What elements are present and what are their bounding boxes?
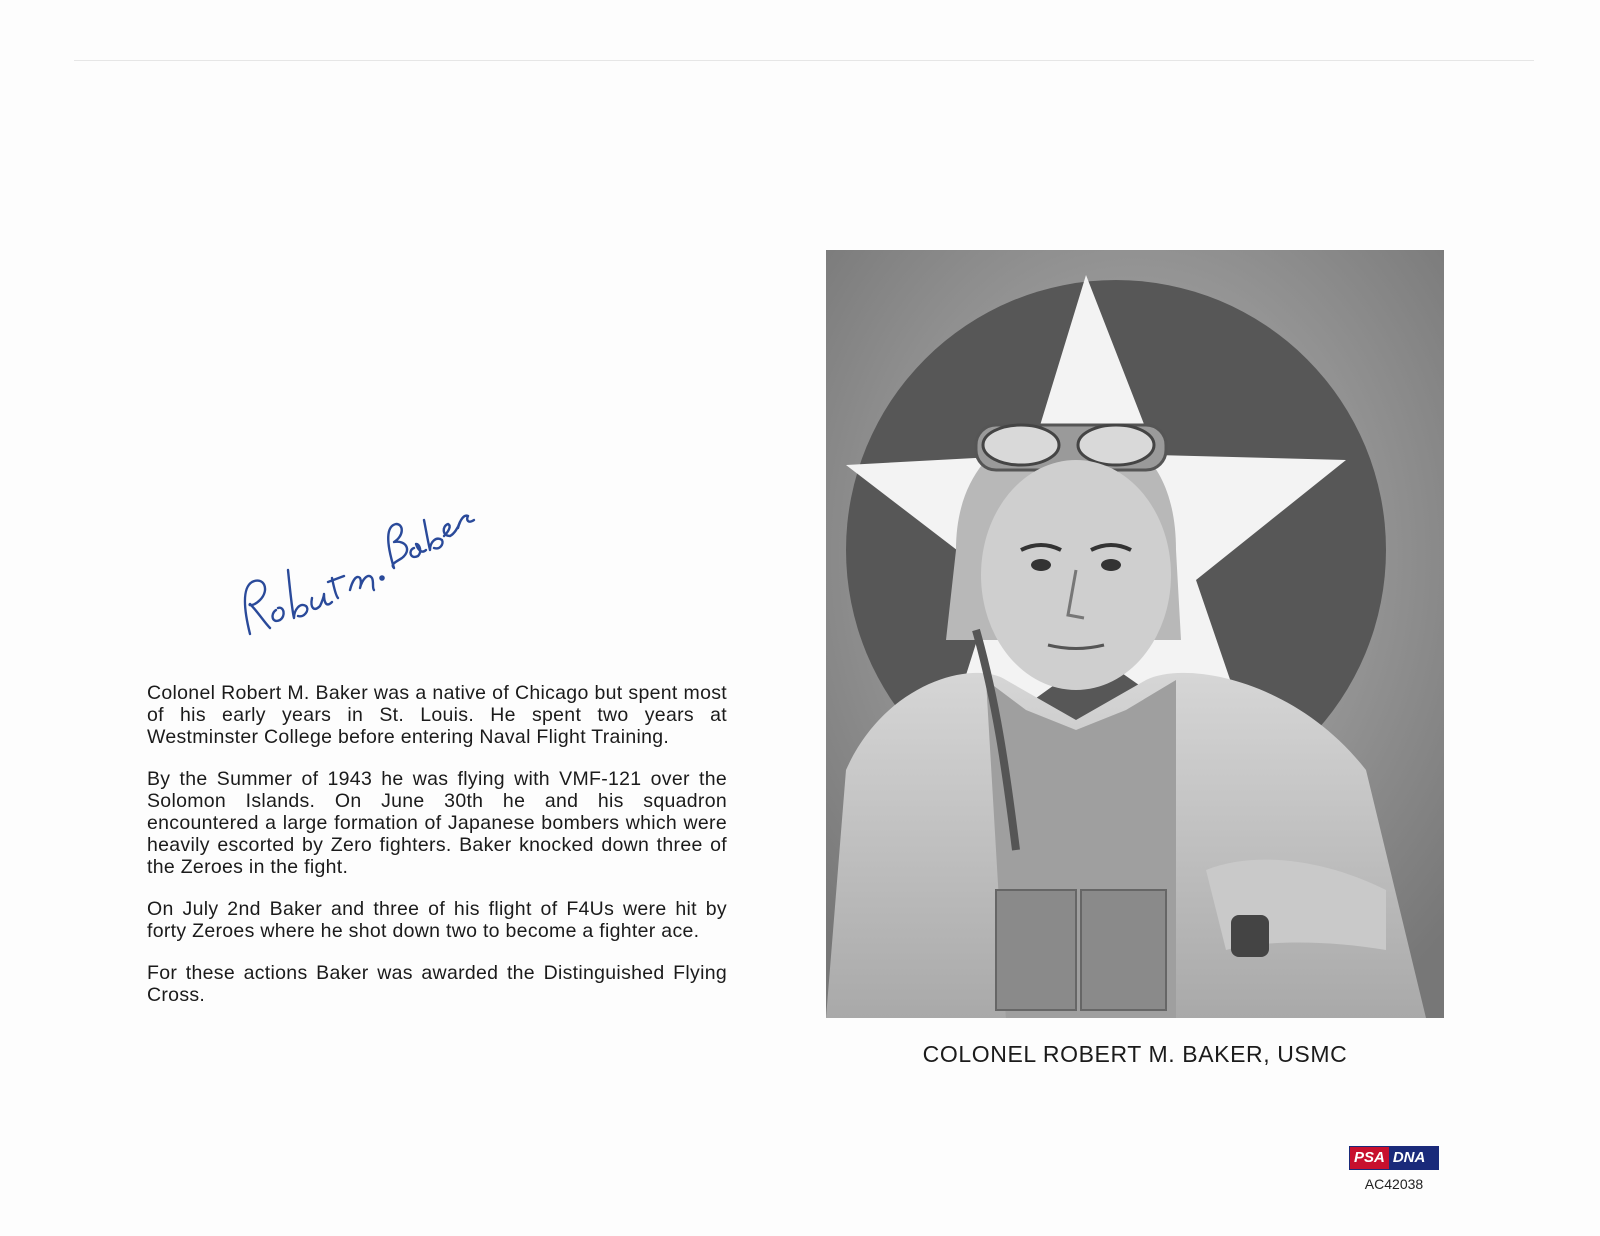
- certificate-number: AC42038: [1364, 1176, 1424, 1192]
- bio-paragraph: On July 2nd Baker and three of his flight of F4Us were hit by forty Zeroes where he shot down two to become a fighter ace.: [147, 898, 727, 942]
- biography-text: [147, 682, 727, 1026]
- photo-caption: COLONEL ROBERT M. BAKER, USMC: [922, 1041, 1348, 1067]
- pilot-portrait-photo: [826, 250, 1444, 1018]
- psa-dna-logo: [1349, 1146, 1439, 1170]
- bio-paragraph: By the Summer of 1943 he was flying with VMF-121 over the Solomon Islands. On June 30th he and his squadron encountered a large formation of Japanese bombers which were heavily escorted by Zero fighters. Baker knocked down three of the Zeroes in the fight.: [147, 768, 727, 878]
- bio-paragraph: Colonel Robert M. Baker was a native of Chicago but spent most of his early years in St. Louis. He spent two years at Westminster College before entering Naval Flight Training.: [147, 682, 727, 748]
- autograph-signature: [236, 470, 486, 650]
- psa-logo-text: PSA: [1350, 1147, 1389, 1169]
- dna-logo-text: DNA: [1389, 1147, 1438, 1169]
- bio-paragraph: For these actions Baker was awarded the Distinguished Flying Cross.: [147, 962, 727, 1006]
- top-rule: [74, 60, 1534, 61]
